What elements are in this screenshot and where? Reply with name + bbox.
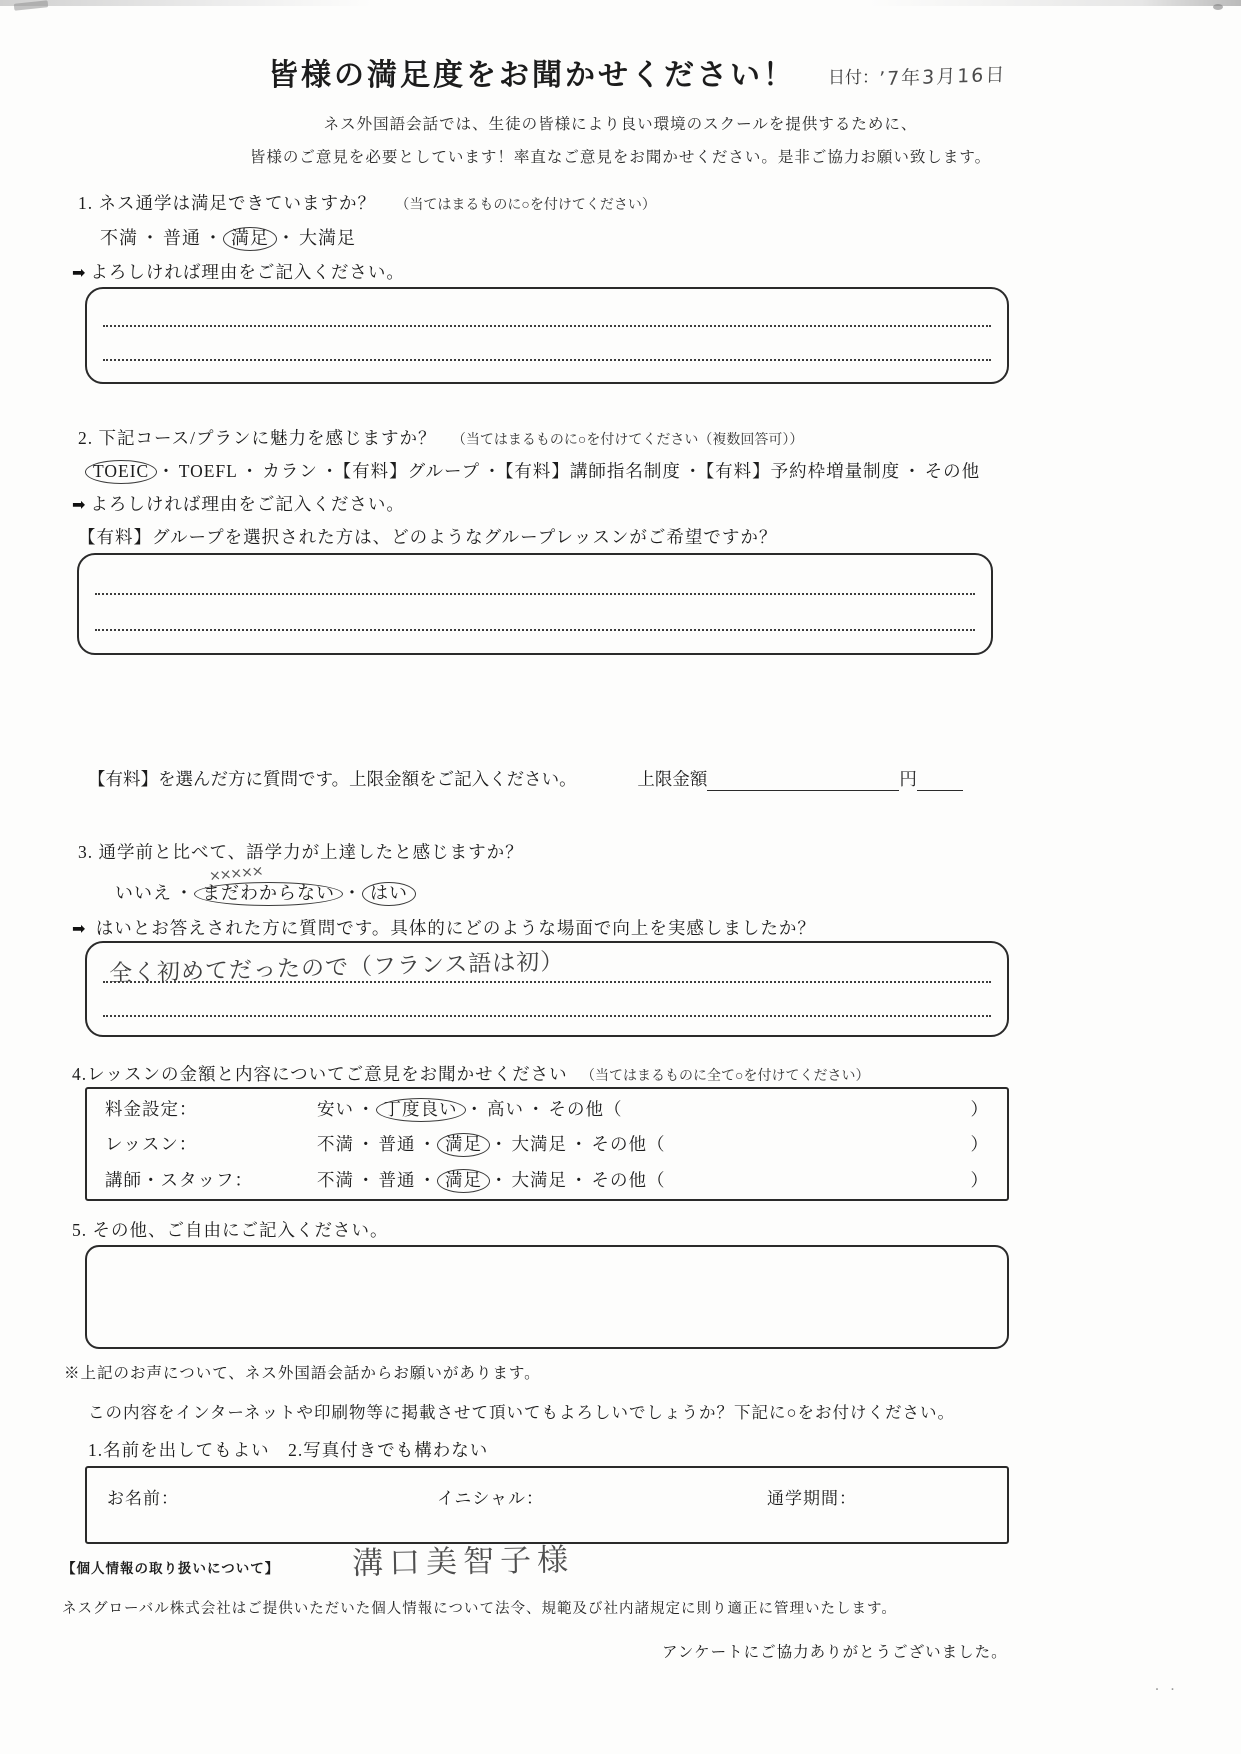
q4-row-lesson-label: レッスン： — [105, 1134, 198, 1155]
q1-option-daimanzoku: ・ 大満足 — [274, 224, 356, 250]
q2-group-question: 【有料】グループを選択された方は、どのようなグループレッスンがご希望ですか？ — [78, 527, 778, 547]
q1-reason-writein-box — [85, 287, 1009, 384]
q2-reason-prompt: ➡ よろしければ理由をご記入ください。 — [72, 494, 405, 514]
q4-row-staff-close-paren: ） — [970, 1169, 989, 1190]
q3-option-hai-circled: はい — [362, 882, 416, 906]
q3-answer-writein-box — [85, 941, 1009, 1037]
q4-row-pricing-label: 料金設定： — [105, 1099, 198, 1120]
q1-heading: 1. ネス通学は満足できていますか？ （当てはまるものに○を付けてください） — [78, 193, 656, 213]
q2-option-toefl: ・ TOEFL — [154, 458, 238, 483]
writein-line — [103, 359, 991, 361]
q2-note: （当てはまるものに○を付けてください（複数回答可）） — [451, 433, 804, 448]
q4-ratings-table — [85, 1087, 1009, 1201]
q2-option-paid-instructor: ・ 【有料】講師指名制度 — [480, 458, 681, 483]
name-label: お名前： — [107, 1489, 179, 1508]
consent-question: この内容をインターネットや印刷物等に掲載させて頂いてもよろしいでしょうか？下記に○をお付けください。 — [88, 1403, 955, 1422]
q4-row-pricing-close-paren: ） — [970, 1099, 989, 1120]
writein-line — [103, 981, 991, 983]
intro-line-1: ネス外国語会話では、生徒の皆様により良い環境のスクールを提供するために、 — [323, 116, 918, 133]
q4-note: （当てはまるものに全て○を付けてください） — [580, 1069, 870, 1084]
writein-line — [103, 325, 991, 327]
q1-option-manzoku-circled: 満足 — [223, 227, 277, 251]
consent-options: 1.名前を出してもよい 2.写真付きでも構わない — [88, 1440, 489, 1460]
date-label: 日付： — [828, 68, 879, 87]
arrow-right-icon: ➡ — [72, 495, 87, 514]
q4-row-lesson-close-paren: ） — [970, 1134, 989, 1155]
q1-note: （当てはまるものに○を付けてください） — [395, 198, 656, 213]
page-title: 皆様の満足度をお聞かせください！ — [268, 59, 796, 92]
limit-amount-writein-line — [707, 772, 899, 791]
q2-reason-writein-box — [77, 553, 993, 655]
q4-row-staff-label: 講師・スタッフ： — [105, 1169, 253, 1190]
initial-label: イニシャル： — [437, 1489, 544, 1508]
q3-options — [115, 879, 413, 905]
personal-info-box — [85, 1466, 1009, 1544]
q3-heading: 3. 通学前と比べて、語学力が上達したと感じますか？ — [78, 842, 524, 862]
privacy-section-title: 【個人情報の取り扱いについて】 — [62, 1561, 280, 1576]
thanks-message: アンケートにご協力ありがとうございました。 — [662, 1644, 1008, 1661]
intro-line-2: 皆様のご意見を必要としています！率直なご意見をお聞かせください。是非ご協力お願い致します。 — [249, 149, 992, 166]
date-value-handwritten: ’7年3月16日 — [878, 63, 1007, 91]
q4-staff-manzoku-circled: 満足 — [437, 1169, 490, 1193]
q5-heading: 5. その他、ご自由にご記入ください。 — [72, 1220, 389, 1240]
q3-followup-prompt: ➡ はいとお答えされた方に質問です。具体的にどのような場面で向上を実感しましたか？ — [72, 918, 816, 938]
q1-option-futsuu: ・ 普通 — [138, 224, 201, 250]
privacy-statement: ネスグローバル株式会社はご提供いただいた個人情報について法令、規範及び社内諸規定に則り適正に管理いたします。 — [62, 1601, 897, 1617]
yen-writein-line — [917, 772, 963, 791]
q1-option-fuman: 不満 — [100, 228, 138, 248]
q2-option-paid-reservation: ・ 【有料】予約枠増量制度 — [681, 458, 900, 483]
q4-row-pricing: 料金設定： 安い ・ 丁度良い ・ 高い ・ その他（ ） — [105, 1096, 989, 1121]
limit-amount-label: 上限金額 — [637, 769, 708, 789]
q3-option-madawakaranai-circled-scratched: まだわからない ××××× — [194, 882, 343, 906]
q2-option-paid-group: ・ 【有料】グループ — [318, 458, 480, 483]
q4-row-lesson: レッスン： 不満 ・ 普通 ・ 満足 ・ 大満足 ・ その他（ ） — [105, 1131, 989, 1156]
scan-speck-artifact: ･ ･ — [1154, 1685, 1179, 1696]
arrow-right-icon: ➡ — [72, 919, 87, 938]
q1-options — [100, 224, 356, 250]
q4-heading: 4.レッスンの金額と内容についてご意見をお聞かせください （当てはまるものに全て○を付けてください） — [72, 1064, 870, 1084]
yen-label: 円 — [899, 769, 917, 789]
writein-line — [95, 629, 975, 631]
q3-option-iie: いいえ — [115, 883, 172, 903]
q2-option-toeic-circled: TOEIC — [85, 460, 157, 484]
q5-freeform-box — [85, 1245, 1009, 1349]
q3-handwritten-answer: 全く初めてだったので（フランス語は初） — [108, 949, 565, 987]
scan-edge-artifact — [0, 0, 1241, 6]
q4-pricing-choudoyoi-circled: 丁度良い — [376, 1098, 466, 1122]
arrow-right-icon: ➡ — [72, 263, 87, 282]
q1-reason-prompt: ➡ よろしければ理由をご記入ください。 — [72, 262, 405, 282]
q4-lesson-manzoku-circled: 満足 — [437, 1133, 490, 1157]
writein-line — [103, 1015, 991, 1017]
attendance-period-label: 通学期間： — [767, 1489, 857, 1508]
scan-dot-artifact — [1213, 4, 1223, 10]
writein-line — [95, 593, 975, 595]
q2-paid-limit-row — [88, 766, 963, 791]
q2-heading: 2. 下記コース/プランに魅力を感じますか？ （当てはまるものに○を付けてください（複数回答可）） — [78, 428, 804, 448]
q2-options — [88, 458, 980, 483]
q2-option-callan: ・ カラン — [238, 458, 318, 483]
q4-row-staff: 講師・スタッフ： 不満 ・ 普通 ・ 満足 ・ 大満足 ・ その他（ ） — [105, 1167, 989, 1192]
date-field — [828, 62, 1006, 89]
q2-option-other: ・ その他 — [900, 458, 980, 483]
q2-paid-question: 【有料】を選んだ方に質問です。上限金額をご記入ください。 — [88, 769, 577, 789]
handwritten-customer-name: 溝口美智子様 — [351, 1542, 575, 1582]
consent-note: ※上記のお声について、ネス外国語会話からお願いがあります。 — [64, 1365, 541, 1382]
